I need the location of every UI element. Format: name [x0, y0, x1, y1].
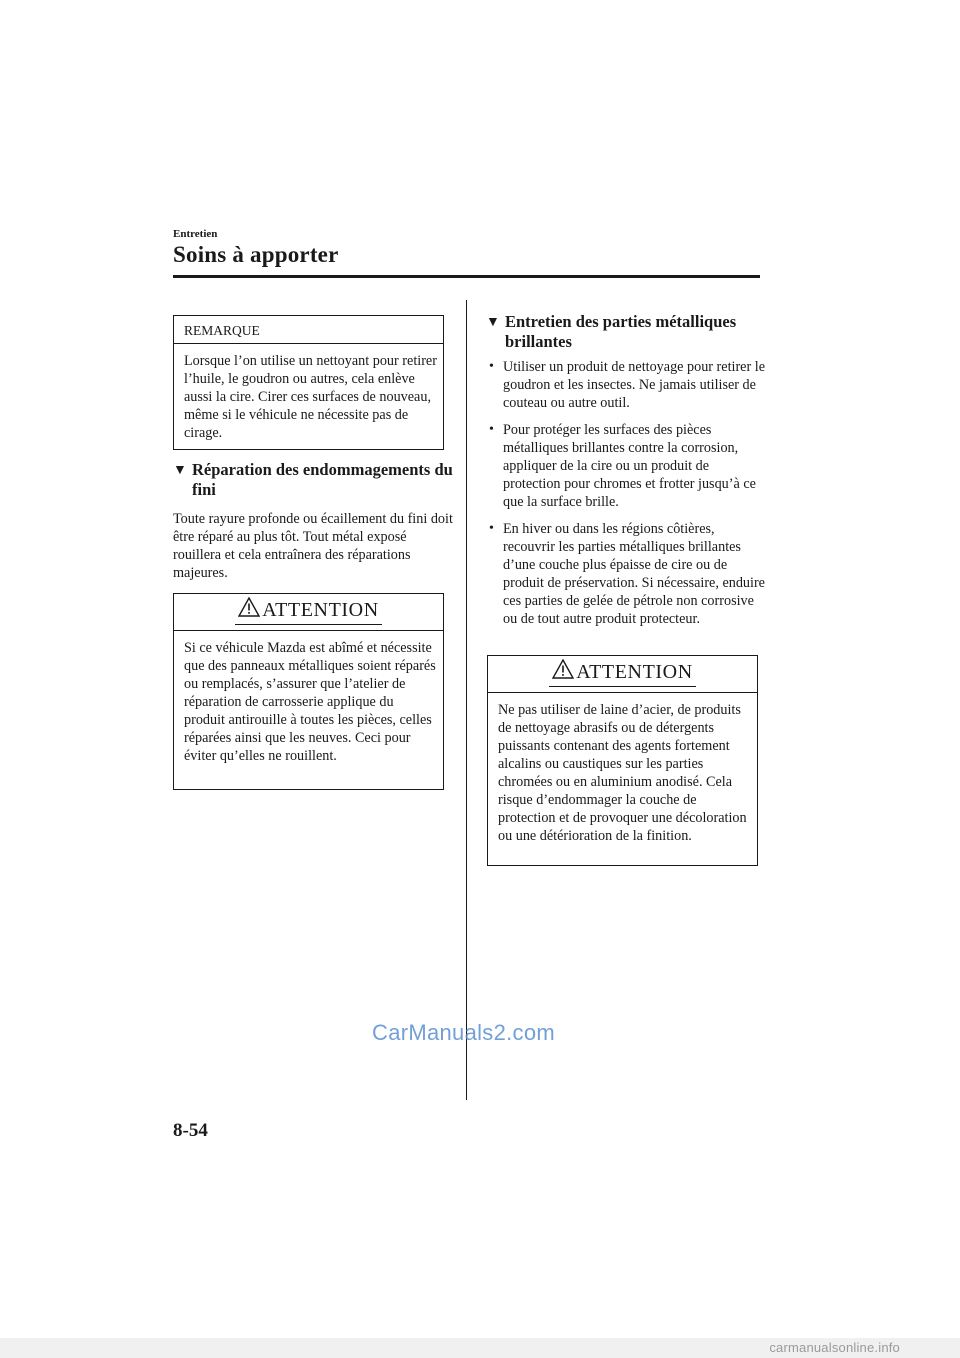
- metal-bullet-list: [486, 358, 766, 637]
- triangle-down-icon: ▼: [486, 315, 500, 330]
- attention-label: ATTENTION: [576, 661, 693, 683]
- list-item: • Utiliser un produit de nettoyage pour retirer le goudron et les insectes. Ne jamais utiliser de couteau ou autre outil.: [489, 359, 765, 411]
- metal-heading-text: Entretien des parties métalliques brillantes: [505, 312, 737, 351]
- attention-label: ATTENTION: [262, 599, 379, 621]
- footer-watermark[interactable]: carmanualsonline.info: [769, 1340, 900, 1355]
- bullet-icon: •: [489, 422, 494, 437]
- section-label: Entretien: [173, 228, 218, 240]
- list-item: • Pour protéger les surfaces des pièces métalliques brillantes contre la corrosion, appliquer de la cire ou un produit de protection pour chromes et frotter jusqu’à ce que la surface brille.: [489, 422, 756, 510]
- warning-triangle-icon: [552, 659, 574, 679]
- list-item: • En hiver ou dans les régions côtières, recouvrir les parties métalliques brillantes d’une couche plus épaisse de cire ou de produit de préservation. Si nécessaire, enduire ces parties de gelée de pétrole non corrosive ou de tout autre produit protecteur.: [489, 521, 765, 627]
- attention-text: Si ce véhicule Mazda est abîmé et nécessite que des panneaux métalliques soient réparés ou remplacés, s’assurer que l’atelier de réparation de carrosserie applique du produit antirouille à toutes les pièces, celles réparées ainsi que les neuves. Ceci pour éviter qu’elles ne rouillent.: [184, 640, 436, 764]
- remarque-text: Lorsque l’on utilise un nettoyant pour retirer l’huile, le goudron ou autres, cela enlève aussi la cire. Cirer ces surfaces de nouveau, même si le véhicule ne nécessite pas de cirage.: [184, 353, 437, 441]
- remarque-box: [173, 315, 444, 450]
- title-rule: [173, 275, 760, 278]
- triangle-down-icon: ▼: [173, 463, 187, 478]
- watermark-link[interactable]: CarManuals2.com: [372, 1020, 556, 1045]
- page-number: 8-54: [173, 1120, 208, 1141]
- repair-heading-text: Réparation des endommagements du fini: [192, 460, 453, 499]
- warning-triangle-icon: [238, 597, 260, 617]
- repair-paragraph: Toute rayure profonde ou écaillement du fini doit être réparé au plus tôt. Tout métal exposé rouillera et cela entraînera des réparations majeures.: [173, 511, 453, 581]
- attention-header: [488, 656, 757, 693]
- remarque-label: REMARQUE: [174, 316, 443, 344]
- bullet-icon: •: [489, 521, 494, 536]
- column-divider: [466, 300, 467, 1100]
- attention-text: Ne pas utiliser de laine d’acier, de produits de nettoyage abrasifs ou de détergents puissants contenant des agents fortement alcalins ou caustiques sur les parties chromées ou en aluminium anodisé. Cela risque d’endommager la couche de protection et de provoquer une décoloration ou une détérioration de la finition.: [498, 702, 747, 844]
- bullet-icon: •: [489, 359, 494, 374]
- attention-box-repair: [173, 593, 444, 790]
- page-title: Soins à apporter: [173, 242, 339, 267]
- attention-header: [174, 594, 443, 631]
- metal-heading: [486, 312, 766, 352]
- repair-heading: [173, 460, 453, 500]
- attention-box-chrome: [487, 655, 758, 866]
